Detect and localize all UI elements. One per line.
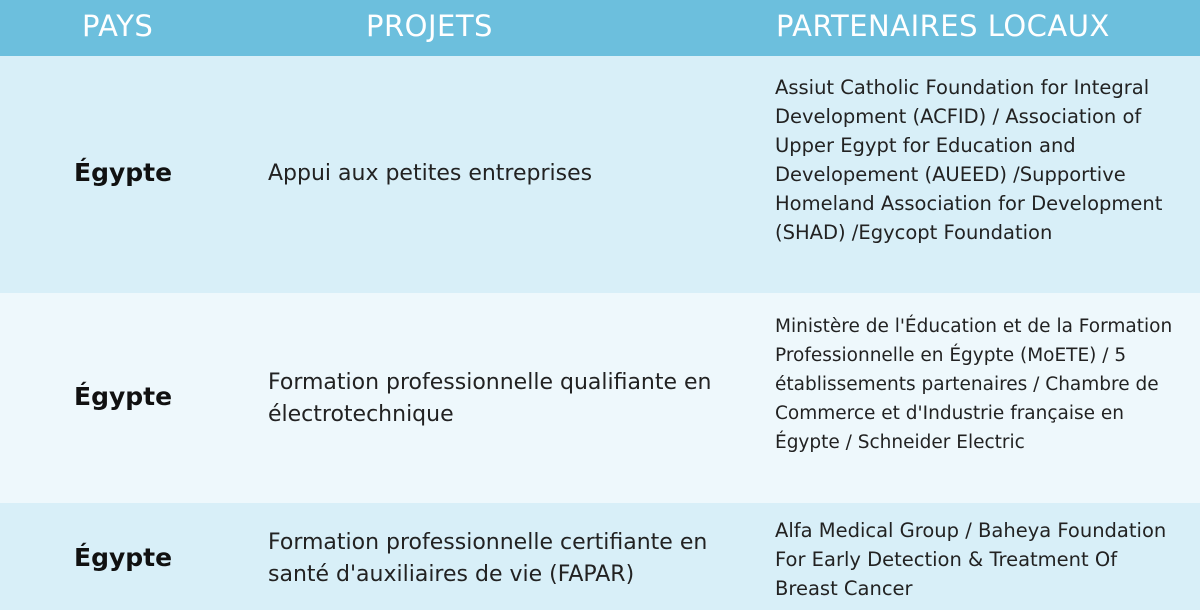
header-partners: PARTENAIRES LOCAUX <box>776 9 1110 43</box>
project-cell: Formation professionnelle certifiante en santé d'auxiliaires de vie (FAPAR) <box>268 530 708 587</box>
project-cell: Appui aux petites entreprises <box>268 161 593 186</box>
table-row <box>0 56 1200 293</box>
country-cell: Égypte <box>74 543 173 572</box>
table-row <box>0 293 1200 503</box>
country-cell: Égypte <box>74 382 173 411</box>
partners-cell: Alfa Medical Group / Baheya Foundation For Early Detection & Treatment Of Breast Cancer <box>775 519 1167 600</box>
header-country: PAYS <box>82 9 154 43</box>
table-header <box>0 0 1200 56</box>
header-projects: PROJETS <box>366 9 493 43</box>
partners-cell: Ministère de l'Éducation et de la Formation Professionnelle en Égypte (MoETE) / 5 établissements partenaires / Chambre de Commerce et d'Industrie française en Égypte / Schneider Electric <box>775 316 1173 453</box>
country-cell: Égypte <box>74 158 173 187</box>
table-row <box>0 503 1200 610</box>
partners-cell: Assiut Catholic Foundation for Integral Development (ACFID) / Association of Upper Egypt for Education and Developement (AUEED) /Supportive Homeland Association for Development (SHAD) /Egycopt Foundation <box>775 76 1163 244</box>
project-cell: Formation professionnelle qualifiante en électrotechnique <box>268 370 712 427</box>
